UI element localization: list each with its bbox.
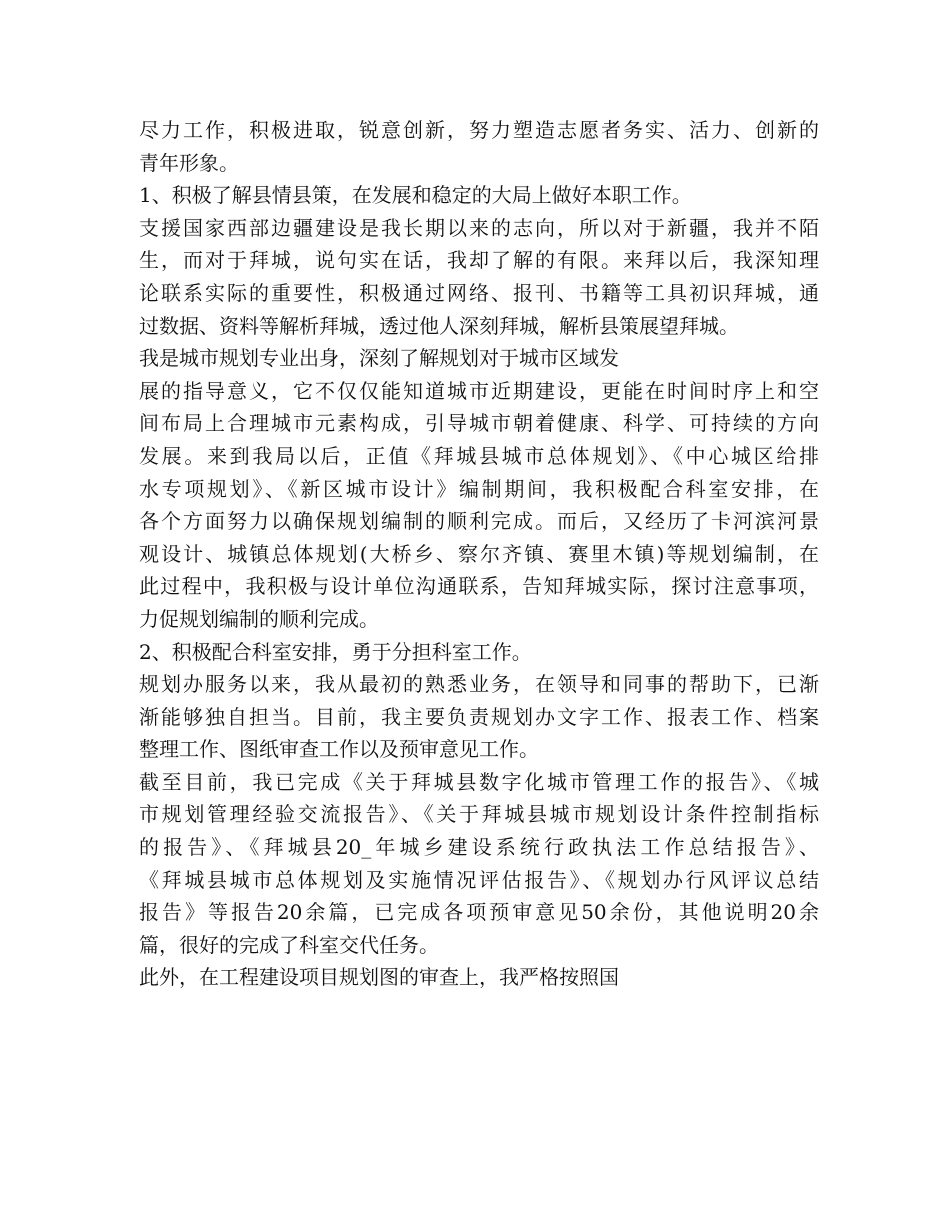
text-line: 展的指导意义，它不仅仅能知道城市近期建设，更能在时间时序上和空: [139, 378, 819, 403]
text-line: 截至目前，我已完成《关于拜城县数字化城市管理工作的报告》、《城: [139, 769, 819, 794]
text-line: 整理工作、图纸审查工作以及预审意见工作。: [139, 737, 539, 762]
text-line: 尽力工作，积极进取，锐意创新，努力塑造志愿者务实、活力、创新的: [139, 118, 819, 142]
text-line: 此过程中，我积极与设计单位沟通联系，告知拜城实际，探讨注意事项，: [139, 574, 819, 599]
text-line: 论联系实际的重要性，积极通过网络、报刊、书籍等工具初识拜城，通: [139, 280, 819, 305]
text-line: 此外，在工程建设项目规划图的审查上，我严格按照国: [139, 965, 619, 990]
text-line: 规划办服务以来，我从最初的熟悉业务，在领导和同事的帮助下，已渐: [139, 672, 819, 697]
text-line: 过数据、资料等解析拜城，透过他人深刻拜城，解析县策展望拜城。: [139, 313, 739, 338]
text-line: 报告》等报告20余篇，已完成各项预审意见50余份，其他说明20余: [139, 900, 819, 925]
text-line: 的报告》、《拜城县20_年城乡建设系统行政执法工作总结报告》、: [139, 835, 819, 860]
text-line: 水专项规划》、《新区城市设计》编制期间，我积极配合科室安排，在: [139, 476, 819, 501]
text-line: 各个方面努力以确保规划编制的顺利完成。而后，又经历了卡河滨河景: [139, 509, 819, 534]
text-line: 发展。来到我局以后，正值《拜城县城市总体规划》、《中心城区给排: [139, 443, 819, 468]
text-line: 生，而对于拜城，说句实在话，我却了解的有限。来拜以后，我深知理: [139, 248, 819, 273]
text-line: 《拜城县城市总体规划及实施情况评估报告》、《规划办行风评议总结: [139, 867, 819, 892]
text-line: 青年形象。: [139, 150, 239, 175]
text-line: 我是城市规划专业出身，深刻了解规划对于城市区域发: [139, 346, 619, 371]
text-line: 篇，很好的完成了科室交代任务。: [139, 932, 439, 957]
text-line: 观设计、城镇总体规划(大桥乡、察尔齐镇、赛里木镇)等规划编制，在: [139, 541, 819, 566]
text-line: 间布局上合理城市元素构成，引导城市朝着健康、科学、可持续的方向: [139, 411, 819, 436]
text-line: 市规划管理经验交流报告》、《关于拜城县城市规划设计条件控制指标: [139, 802, 819, 827]
text-line: 支援国家西部边疆建设是我长期以来的志向，所以对于新疆，我并不陌: [139, 215, 819, 240]
text-line: 2、积极配合科室安排，勇于分担科室工作。: [139, 639, 532, 664]
text-line: 1、积极了解县情县策，在发展和稳定的大局上做好本职工作。: [139, 183, 692, 208]
body-text: [139, 114, 819, 994]
text-line: 力促规划编制的顺利完成。: [139, 606, 379, 631]
text-line: 渐能够独自担当。目前，我主要负责规划办文字工作、报表工作、档案: [139, 704, 819, 729]
